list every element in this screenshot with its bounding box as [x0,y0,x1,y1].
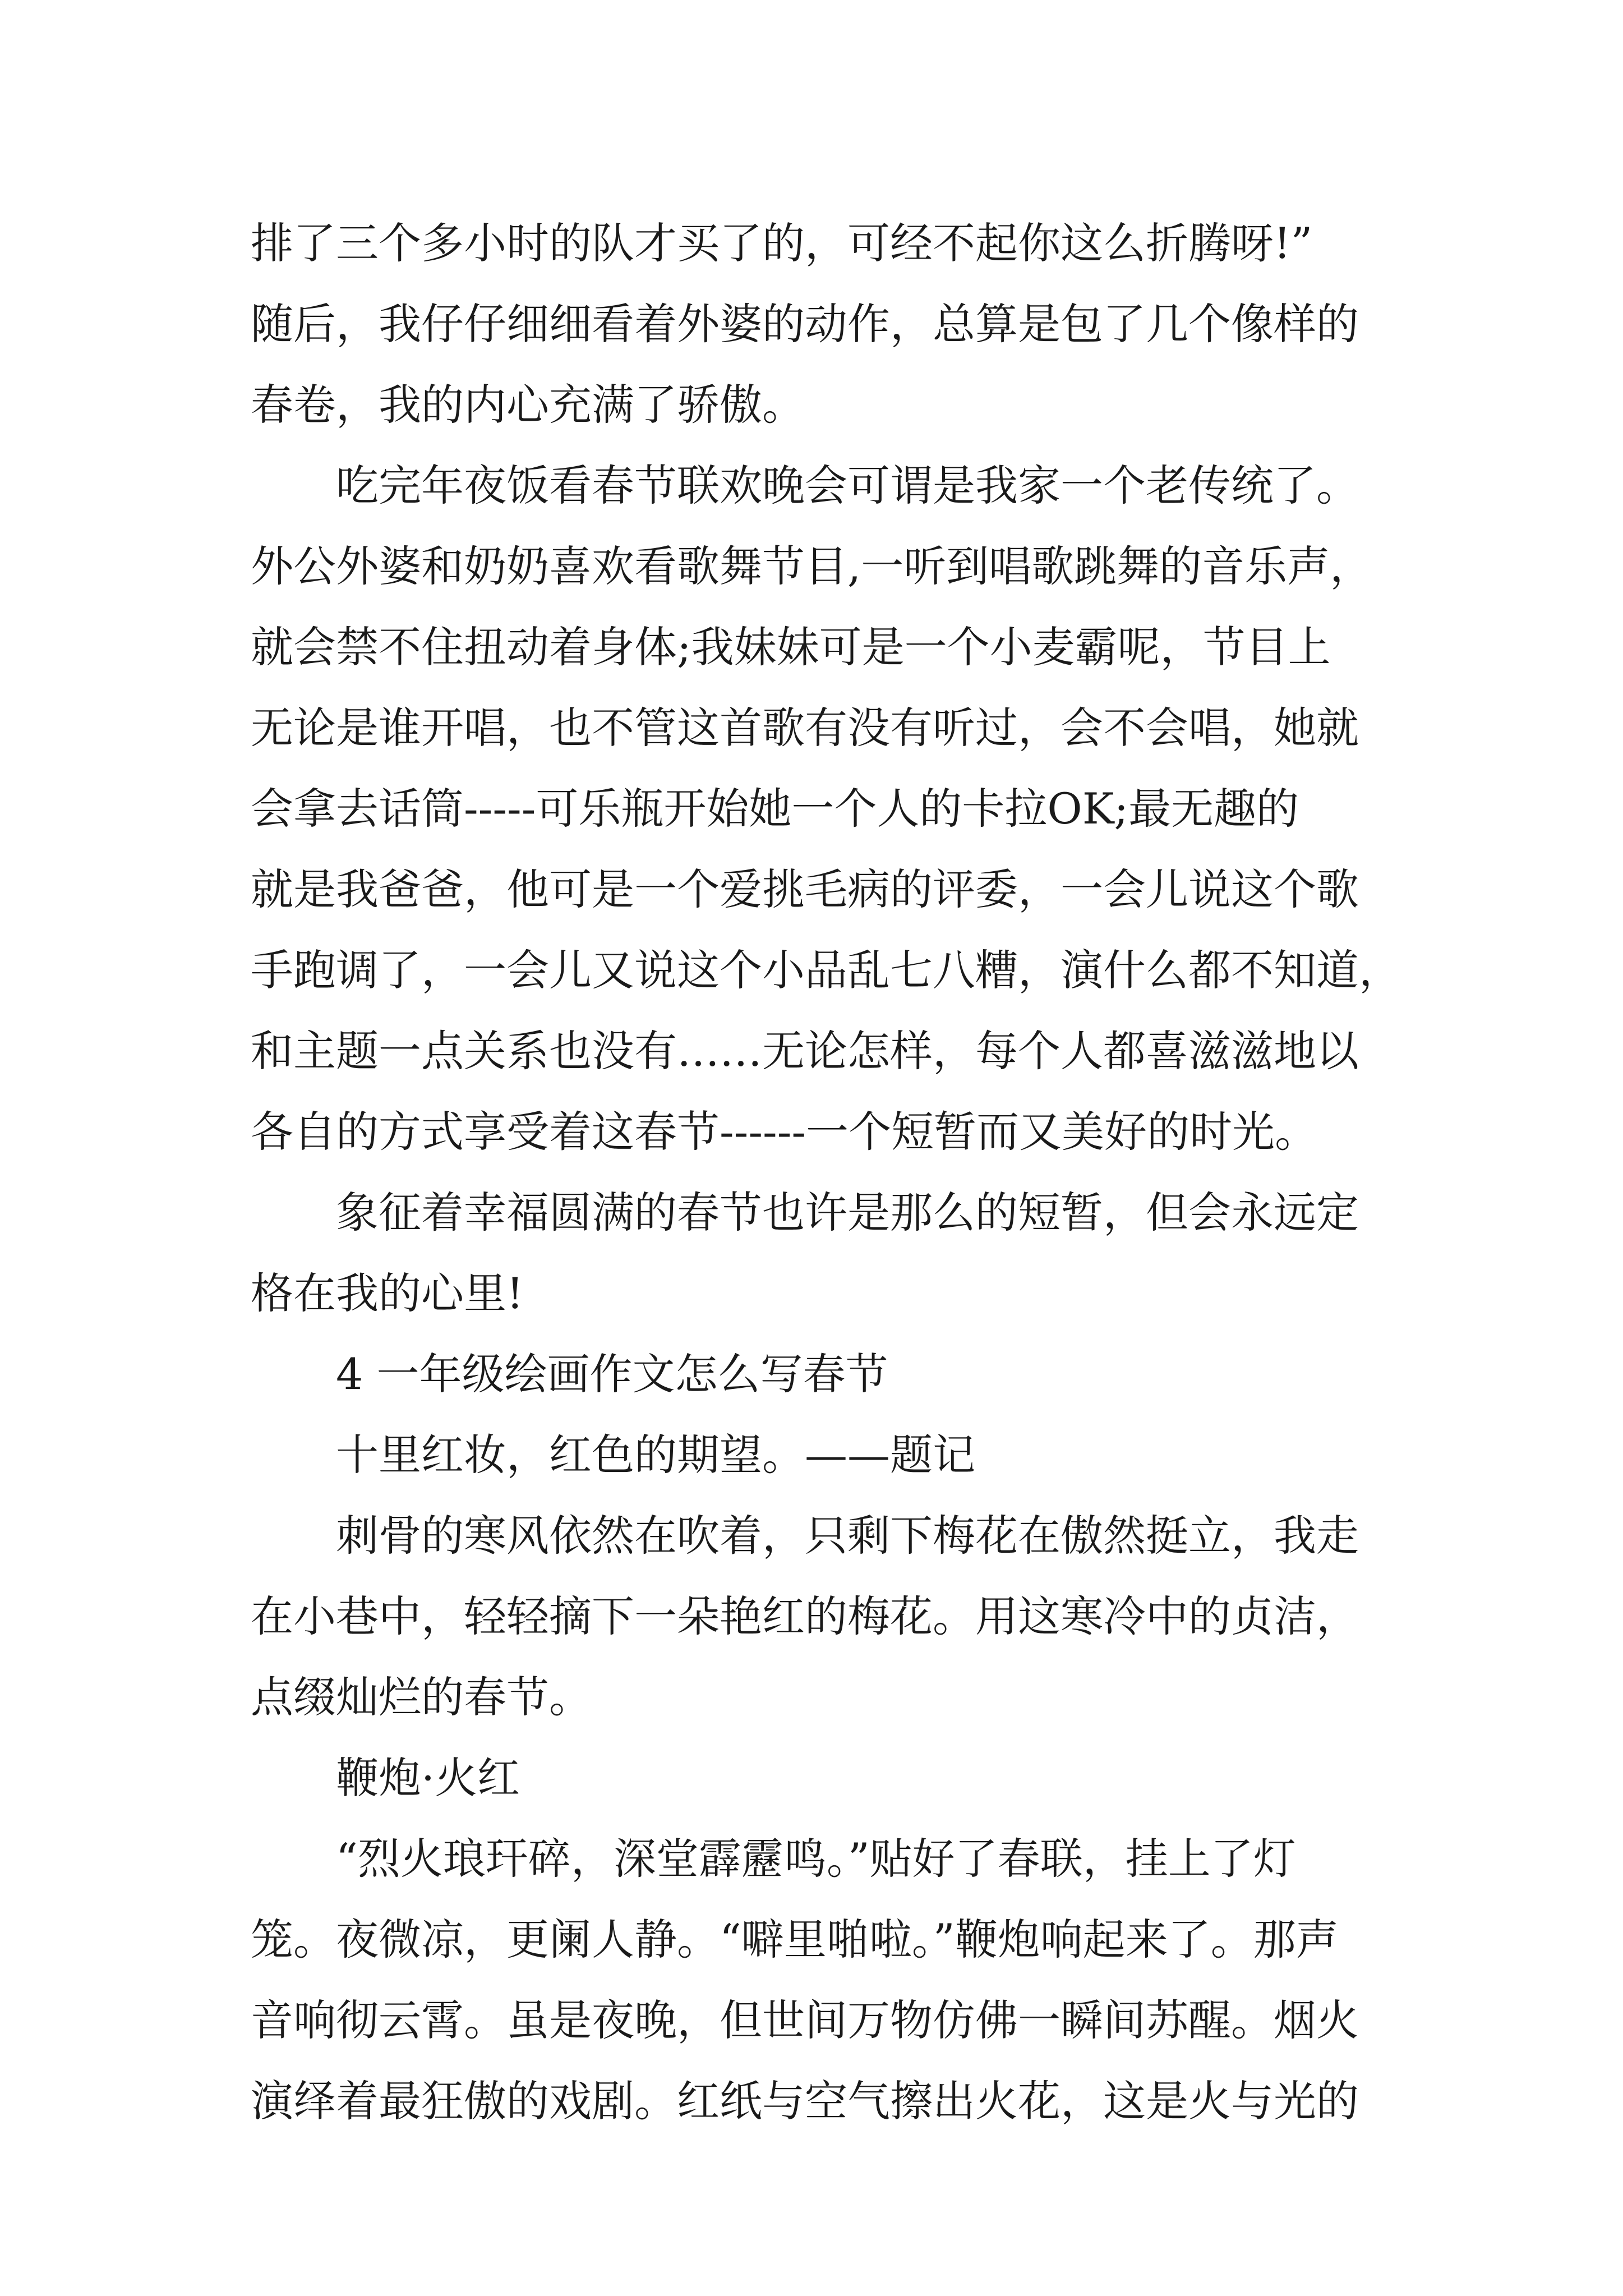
text-line: 随后，我仔仔细细看着外婆的动作，总算是包了几个像样的 [251,299,1359,349]
text-line: 点缀灿烂的春节。 [251,1672,592,1722]
section-heading: 4 一年级绘画作文怎么写春节 [336,1349,888,1399]
text-line: 各自的方式享受着这春节------一个短暂而又美好的时光。 [251,1107,1318,1157]
subsection-heading: 鞭炮·火红 [336,1753,520,1803]
text-line: 音响彻云霄。虽是夜晚，但世间万物仿佛一瞬间苏醒。烟火 [251,1995,1359,2045]
paragraph-start-line: 吃完年夜饭看春节联欢晚会可谓是我家一个老传统了。 [336,461,1359,510]
document-body [251,203,1401,2142]
text-line: 无论是谁开唱，也不管这首歌有没有听过，会不会唱，她就 [251,703,1359,753]
text-line: 格在我的心里! [251,1268,524,1318]
text-line: 就会禁不住扭动着身体;我妹妹可是一个小麦霸呢，节目上 [251,622,1331,672]
text-line: 会拿去话筒-----可乐瓶开始她一个人的卡拉OK;最无趣的 [251,784,1299,834]
text-line: 排了三个多小时的队才买了的，可经不起你这么折腾呀!” [251,218,1313,268]
paragraph-start-line: 刺骨的寒风依然在吹着，只剩下梅花在傲然挺立，我走 [336,1511,1359,1561]
text-line: 演绎着最狂傲的戏剧。红纸与空气擦出火花，这是火与光的 [251,2076,1359,2126]
text-line: 在小巷中，轻轻摘下一朵艳红的梅花。用这寒冷中的贞洁， [251,1591,1359,1641]
text-line: 就是我爸爸，他可是一个爱挑毛病的评委，一会儿说这个歌 [251,864,1359,914]
text-line: 外公外婆和奶奶喜欢看歌舞节目,一听到唱歌跳舞的音乐声， [251,541,1373,591]
paragraph-start-line: 象征着幸福圆满的春节也许是那么的短暂，但会永远定 [336,1188,1359,1237]
text-line: 春卷，我的内心充满了骄傲。 [251,380,805,430]
epigraph-line: 十里红妆，红色的期望。——题记 [336,1430,975,1480]
text-line: 笼。夜微凉，更阑人静。“噼里啪啦。”鞭炮响起来了。那声 [251,1915,1339,1964]
text-line: 和主题一点关系也没有……无论怎样，每个人都喜滋滋地以 [251,1026,1359,1076]
text-line: 手跑调了，一会儿又说这个小品乱七八糟，演什么都不知道， [251,945,1401,995]
paragraph-start-line: “烈火琅玕碎，深堂霹靂鸣。”贴好了春联，挂上了灯 [336,1834,1296,1884]
